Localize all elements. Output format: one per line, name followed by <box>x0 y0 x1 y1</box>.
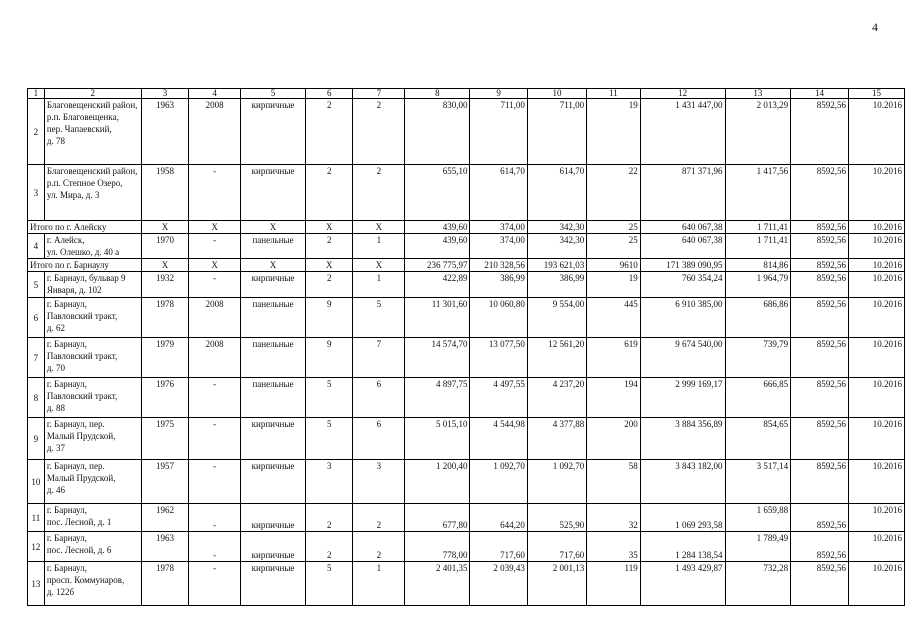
cell-c: 386,99 <box>527 272 586 298</box>
cell-f: 1 711,41 <box>725 221 791 234</box>
address-cell: г. Барнаул, пер. Малый Прудской, д. 37 <box>44 418 141 460</box>
cell-c: 342,30 <box>527 221 586 234</box>
cell-g: 8592,56 <box>791 234 849 259</box>
cell-h: 10.2016 <box>848 562 904 606</box>
cell-y2: - <box>189 272 241 298</box>
cell-c: 2 001,13 <box>527 562 586 606</box>
cell-c: 4 377,88 <box>527 418 586 460</box>
cell-en: 2 <box>353 165 405 221</box>
cell-y1: 1978 <box>141 562 189 606</box>
header-cell: 4 <box>189 89 241 99</box>
cell-a: 236 775,97 <box>405 259 470 272</box>
cell-y2: - <box>189 418 241 460</box>
cell-en: 1 <box>353 234 405 259</box>
address-cell: г. Барнаул, бульвар 9 Января, д. 102 <box>44 272 141 298</box>
cell-y1: 1970 <box>141 234 189 259</box>
cell-f: 814,86 <box>725 259 791 272</box>
cell-h: 10.2016 <box>848 259 904 272</box>
cell-y2: - <box>189 562 241 606</box>
cell-e: 9 674 540,00 <box>640 338 725 378</box>
cell-a: 4 897,75 <box>405 378 470 418</box>
cell-g: 8592,56 <box>791 165 849 221</box>
cell-y2: 2008 <box>189 298 241 338</box>
cell-en: 1 <box>353 562 405 606</box>
address-cell: г. Алейск, ул. Олешко, д. 40 а <box>44 234 141 259</box>
cell-g: 8592,56 <box>791 221 849 234</box>
cell-mat: кирпичные <box>240 460 305 504</box>
row-number: 5 <box>28 272 45 298</box>
row-number: 11 <box>28 504 45 532</box>
cell-en: 2 <box>353 504 405 532</box>
cell-mat: панельные <box>240 378 305 418</box>
cell-h: 10.2016 <box>848 99 904 165</box>
cell-mat: панельные <box>240 338 305 378</box>
cell-en: 7 <box>353 338 405 378</box>
cell-f: 3 517,14 <box>725 460 791 504</box>
table-row <box>28 504 905 532</box>
cell-y2: - <box>189 165 241 221</box>
cell-f: 686,86 <box>725 298 791 338</box>
header-cell: 15 <box>848 89 904 99</box>
cell-fl: 2 <box>306 99 353 165</box>
cell-h: 10.2016 <box>848 272 904 298</box>
cell-f: 1 789,49 <box>725 532 791 562</box>
cell-b: 2 039,43 <box>470 562 527 606</box>
cell-mat: кирпичные <box>240 418 305 460</box>
cell-e: 1 284 138,54 <box>640 532 725 562</box>
cell-en: X <box>353 221 405 234</box>
cell-h: 10.2016 <box>848 234 904 259</box>
cell-g: 8592,56 <box>791 378 849 418</box>
cell-y1: X <box>141 221 189 234</box>
table-row <box>28 298 905 338</box>
cell-h: 10.2016 <box>848 532 904 562</box>
cell-h: 10.2016 <box>848 338 904 378</box>
cell-fl: 3 <box>306 460 353 504</box>
page-number: 4 <box>872 20 878 34</box>
table-row <box>28 418 905 460</box>
cell-g: 8592,56 <box>791 532 849 562</box>
cell-f: 1 711,41 <box>725 234 791 259</box>
cell-a: 778,00 <box>405 532 470 562</box>
cell-e: 871 371,96 <box>640 165 725 221</box>
header-cell: 13 <box>725 89 791 99</box>
address-cell: г. Барнаул, просп. Коммунаров, д. 122б <box>44 562 141 606</box>
cell-c: 12 561,20 <box>527 338 586 378</box>
cell-y1: 1979 <box>141 338 189 378</box>
cell-a: 439,60 <box>405 234 470 259</box>
cell-mat: кирпичные <box>240 99 305 165</box>
cell-e: 640 067,38 <box>640 221 725 234</box>
cell-mat: X <box>240 259 305 272</box>
cell-y1: 1962 <box>141 504 189 532</box>
cell-g: 8592,56 <box>791 99 849 165</box>
row-number: 10 <box>28 460 45 504</box>
cell-y2: - <box>189 378 241 418</box>
cell-d: 25 <box>587 234 641 259</box>
cell-a: 655,10 <box>405 165 470 221</box>
cell-y2: 2008 <box>189 99 241 165</box>
cell-b: 4 544,98 <box>470 418 527 460</box>
cell-c: 9 554,00 <box>527 298 586 338</box>
cell-y1: 1976 <box>141 378 189 418</box>
cell-h: 10.2016 <box>848 460 904 504</box>
cell-f: 732,28 <box>725 562 791 606</box>
cell-y2: - <box>189 460 241 504</box>
header-cell: 11 <box>587 89 641 99</box>
cell-d: 619 <box>587 338 641 378</box>
cell-h: 10.2016 <box>848 418 904 460</box>
cell-b: 644,20 <box>470 504 527 532</box>
cell-e: 1 069 293,58 <box>640 504 725 532</box>
cell-fl: 5 <box>306 562 353 606</box>
cell-h: 10.2016 <box>848 298 904 338</box>
address-cell: г. Барнаул, пос. Лесной, д. 6 <box>44 532 141 562</box>
cell-f: 1 964,79 <box>725 272 791 298</box>
cell-f: 854,65 <box>725 418 791 460</box>
cell-h: 10.2016 <box>848 221 904 234</box>
cell-d: 22 <box>587 165 641 221</box>
cell-e: 760 354,24 <box>640 272 725 298</box>
cell-h: 10.2016 <box>848 378 904 418</box>
cell-en: 1 <box>353 272 405 298</box>
cell-en: X <box>353 259 405 272</box>
cell-fl: 2 <box>306 234 353 259</box>
row-number: 7 <box>28 338 45 378</box>
cell-b: 13 077,50 <box>470 338 527 378</box>
total-row <box>28 221 905 234</box>
cell-y2: - <box>189 532 241 562</box>
cell-b: 711,00 <box>470 99 527 165</box>
cell-d: 19 <box>587 272 641 298</box>
cell-y1: 1978 <box>141 298 189 338</box>
cell-a: 5 015,10 <box>405 418 470 460</box>
row-number: 3 <box>28 165 45 221</box>
header-cell: 12 <box>640 89 725 99</box>
cell-y1: 1932 <box>141 272 189 298</box>
cell-a: 11 301,60 <box>405 298 470 338</box>
address-cell: Благовещенский район, р.п. Благовещенка, пер. Чапаевский, д. 78 <box>44 99 141 165</box>
cell-d: 19 <box>587 99 641 165</box>
header-cell: 9 <box>470 89 527 99</box>
cell-f: 666,85 <box>725 378 791 418</box>
cell-e: 3 884 356,89 <box>640 418 725 460</box>
cell-mat: кирпичные <box>240 504 305 532</box>
cell-d: 9610 <box>587 259 641 272</box>
cell-b: 4 497,55 <box>470 378 527 418</box>
cell-en: 2 <box>353 99 405 165</box>
header-cell: 8 <box>405 89 470 99</box>
header-cell: 1 <box>28 89 45 99</box>
table-row <box>28 165 905 221</box>
cell-y1: 1963 <box>141 99 189 165</box>
cell-b: 210 328,56 <box>470 259 527 272</box>
cell-g: 8592,56 <box>791 418 849 460</box>
table-row <box>28 532 905 562</box>
table-row <box>28 338 905 378</box>
cell-a: 439,60 <box>405 221 470 234</box>
cell-d: 445 <box>587 298 641 338</box>
cell-d: 194 <box>587 378 641 418</box>
cell-g: 8592,56 <box>791 504 849 532</box>
cell-g: 8592,56 <box>791 460 849 504</box>
header-cell: 5 <box>240 89 305 99</box>
cell-e: 1 431 447,00 <box>640 99 725 165</box>
cell-en: 6 <box>353 418 405 460</box>
table-row <box>28 272 905 298</box>
table-row <box>28 562 905 606</box>
cell-fl: 2 <box>306 272 353 298</box>
cell-g: 8592,56 <box>791 272 849 298</box>
cell-y1: X <box>141 259 189 272</box>
cell-d: 32 <box>587 504 641 532</box>
cell-c: 614,70 <box>527 165 586 221</box>
cell-g: 8592,56 <box>791 562 849 606</box>
cell-mat: кирпичные <box>240 532 305 562</box>
cell-e: 6 910 385,00 <box>640 298 725 338</box>
cell-e: 2 999 169,17 <box>640 378 725 418</box>
cell-y2: 2008 <box>189 338 241 378</box>
cell-d: 25 <box>587 221 641 234</box>
header-cell: 10 <box>527 89 586 99</box>
cell-mat: X <box>240 221 305 234</box>
table-row <box>28 99 905 165</box>
cell-h: 10.2016 <box>848 504 904 532</box>
cell-g: 8592,56 <box>791 298 849 338</box>
cell-c: 342,30 <box>527 234 586 259</box>
cell-b: 717,60 <box>470 532 527 562</box>
cell-c: 711,00 <box>527 99 586 165</box>
row-number: 13 <box>28 562 45 606</box>
cell-g: 8592,56 <box>791 338 849 378</box>
cell-fl: 2 <box>306 504 353 532</box>
cell-fl: 2 <box>306 165 353 221</box>
row-number: 6 <box>28 298 45 338</box>
cell-h: 10.2016 <box>848 165 904 221</box>
cell-d: 35 <box>587 532 641 562</box>
address-cell: г. Барнаул, Павловский тракт, д. 88 <box>44 378 141 418</box>
cell-fl: 9 <box>306 298 353 338</box>
cell-f: 1 659,88 <box>725 504 791 532</box>
cell-a: 422,89 <box>405 272 470 298</box>
cell-c: 193 621,03 <box>527 259 586 272</box>
address-cell: г. Барнаул, Павловский тракт, д. 62 <box>44 298 141 338</box>
cell-y1: 1957 <box>141 460 189 504</box>
cell-mat: кирпичные <box>240 562 305 606</box>
cell-en: 6 <box>353 378 405 418</box>
cell-c: 717,60 <box>527 532 586 562</box>
cell-fl: 9 <box>306 338 353 378</box>
cell-c: 525,90 <box>527 504 586 532</box>
address-cell: Благовещенский район, р.п. Степное Озеро, ул. Мира, д. 3 <box>44 165 141 221</box>
cell-f: 1 417,56 <box>725 165 791 221</box>
cell-b: 374,00 <box>470 234 527 259</box>
cell-e: 1 493 429,87 <box>640 562 725 606</box>
cell-fl: X <box>306 221 353 234</box>
cell-mat: кирпичные <box>240 272 305 298</box>
header-cell: 2 <box>44 89 141 99</box>
cell-b: 1 092,70 <box>470 460 527 504</box>
cell-b: 10 060,80 <box>470 298 527 338</box>
cell-c: 1 092,70 <box>527 460 586 504</box>
address-cell: г. Барнаул, пос. Лесной, д. 1 <box>44 504 141 532</box>
cell-y2: - <box>189 504 241 532</box>
row-number: 4 <box>28 234 45 259</box>
cell-y1: 1975 <box>141 418 189 460</box>
row-number: 8 <box>28 378 45 418</box>
cell-e: 640 067,38 <box>640 234 725 259</box>
cell-a: 14 574,70 <box>405 338 470 378</box>
cell-a: 830,00 <box>405 99 470 165</box>
cell-d: 200 <box>587 418 641 460</box>
cell-a: 1 200,40 <box>405 460 470 504</box>
address-cell: г. Барнаул, пер. Малый Прудской, д. 46 <box>44 460 141 504</box>
cell-b: 386,99 <box>470 272 527 298</box>
cell-fl: 2 <box>306 532 353 562</box>
table-row <box>28 234 905 259</box>
cell-fl: X <box>306 259 353 272</box>
cell-f: 739,79 <box>725 338 791 378</box>
cell-e: 171 389 090,95 <box>640 259 725 272</box>
cell-fl: 5 <box>306 378 353 418</box>
cell-b: 374,00 <box>470 221 527 234</box>
cell-b: 614,70 <box>470 165 527 221</box>
address-cell: г. Барнаул, Павловский тракт, д. 70 <box>44 338 141 378</box>
header-row <box>28 89 905 99</box>
cell-d: 119 <box>587 562 641 606</box>
cell-a: 677,80 <box>405 504 470 532</box>
row-number: 9 <box>28 418 45 460</box>
cell-y1: 1958 <box>141 165 189 221</box>
table-row <box>28 378 905 418</box>
cell-f: 2 013,29 <box>725 99 791 165</box>
header-cell: 7 <box>353 89 405 99</box>
cell-y2: - <box>189 234 241 259</box>
table-row <box>28 460 905 504</box>
cell-e: 3 843 182,00 <box>640 460 725 504</box>
cell-en: 2 <box>353 532 405 562</box>
cell-fl: 5 <box>306 418 353 460</box>
buildings-table <box>27 88 905 606</box>
cell-g: 8592,56 <box>791 259 849 272</box>
row-number: 12 <box>28 532 45 562</box>
cell-en: 3 <box>353 460 405 504</box>
header-cell: 3 <box>141 89 189 99</box>
cell-mat: панельные <box>240 234 305 259</box>
cell-y2: X <box>189 259 241 272</box>
total-row <box>28 259 905 272</box>
cell-a: 2 401,35 <box>405 562 470 606</box>
header-cell: 14 <box>791 89 849 99</box>
row-number: 2 <box>28 99 45 165</box>
cell-c: 4 237,20 <box>527 378 586 418</box>
cell-mat: кирпичные <box>240 165 305 221</box>
total-label: Итого по г. Алейску <box>28 221 142 234</box>
cell-mat: панельные <box>240 298 305 338</box>
cell-en: 5 <box>353 298 405 338</box>
header-cell: 6 <box>306 89 353 99</box>
total-label: Итого по г. Барнаулу <box>28 259 142 272</box>
cell-d: 58 <box>587 460 641 504</box>
cell-y2: X <box>189 221 241 234</box>
cell-y1: 1963 <box>141 532 189 562</box>
